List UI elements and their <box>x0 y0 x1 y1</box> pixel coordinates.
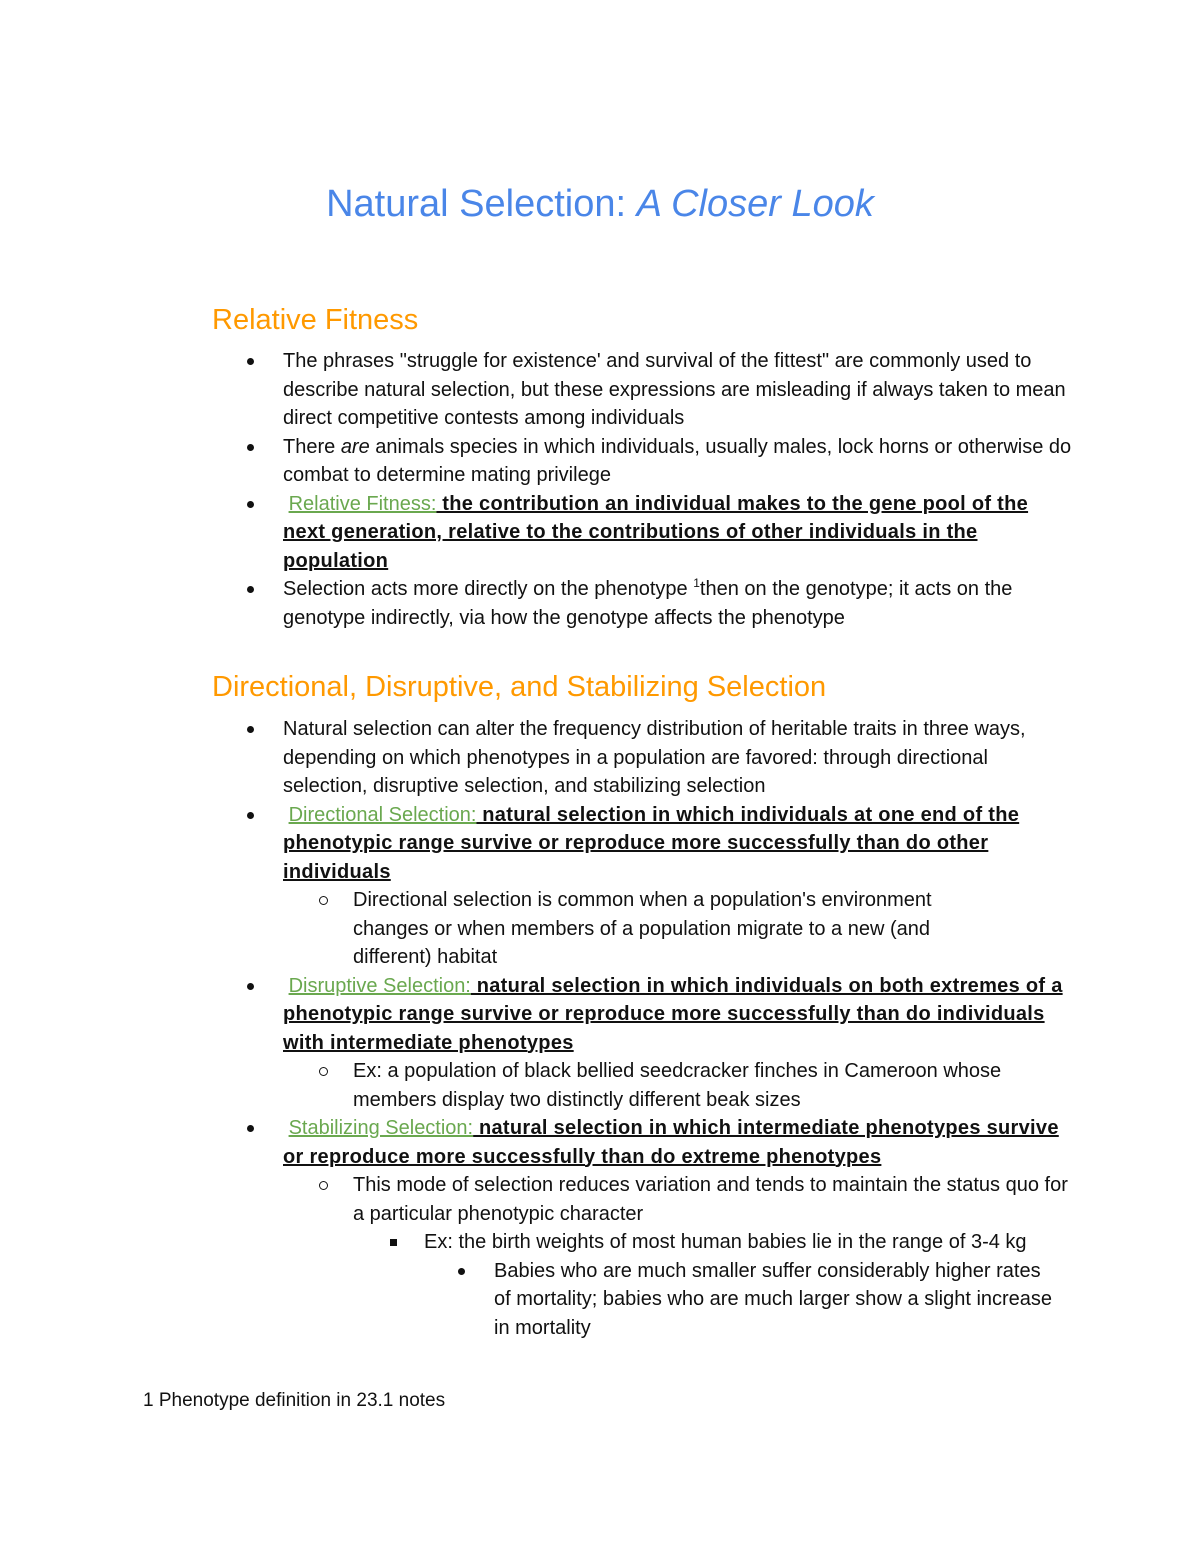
sub-list-item <box>353 1057 1073 1114</box>
list-item <box>283 575 1073 632</box>
list-item-definition <box>283 1114 1073 1171</box>
sub-sub-sub-bullet-text: Babies who are much smaller suffer considerably higher rates of mortality; babies who are much larger show a slight increase in mortality <box>494 1259 1053 1339</box>
list-item <box>283 347 1073 433</box>
bullet-emphasis: are <box>340 435 370 458</box>
bullet-text: The phrases "struggle for existence' and survival of the fittest" are commonly used to describe natural selection, but these expressions are misleading if always taken to mean direct competitive contests among individuals <box>283 350 1066 429</box>
sub-bullet-text: This mode of selection reduces variation and tends to maintain the status quo for a particular phenotypic character <box>353 1174 1068 1225</box>
list-item-definition <box>283 972 1073 1058</box>
term-relative-fitness: Relative Fitness: <box>288 492 437 515</box>
footnote-ref: 1 <box>693 576 700 590</box>
title-italic: A Closer Look <box>636 183 874 225</box>
page-title <box>0 180 1200 228</box>
sub-bullet-text: Directional selection is common when a population's environment changes or when members of a population migrate to a new (and different) habitat <box>353 889 932 968</box>
bullet-text-pre: There <box>283 435 341 458</box>
definition-directional-selection: natural selection in which individuals at one end of the phenotypic range survive or reproduce more successfully than do other individuals <box>283 803 1020 883</box>
term-stabilizing-selection: Stabilizing Selection: <box>288 1117 474 1139</box>
title-main: Natural Selection: <box>326 183 637 225</box>
list-item-definition <box>283 801 1073 887</box>
sub-list-item <box>353 1171 1073 1228</box>
bullet-text-post: animals species in which individuals, usually males, lock horns or otherwise do combat to determine mating privilege <box>283 435 1072 486</box>
list-item <box>283 433 1073 490</box>
term-directional-selection: Directional Selection: <box>288 803 477 826</box>
sub-sub-sub-list-item <box>494 1257 1054 1343</box>
definition-relative-fitness: the contribution an individual makes to the gene pool of the next generation, relative to the contributions of other individuals in the population <box>283 492 1029 572</box>
section-heading-selection-types: Directional, Disruptive, and Stabilizing Selection <box>212 671 827 703</box>
definition-disruptive-selection: natural selection in which individuals on both extremes of a phenotypic range survive or reproduce more successfully than do individuals with intermediate phenotypes <box>283 974 1063 1054</box>
footnote: 1 Phenotype definition in 23.1 notes <box>143 1390 446 1411</box>
list-item-definition <box>283 490 1073 576</box>
sub-list-item <box>353 886 993 972</box>
sub-bullet-text: Ex: a population of black bellied seedcracker finches in Cameroon whose members display two distinctly different beak sizes <box>353 1060 1002 1111</box>
list-item <box>283 715 1073 801</box>
definition-stabilizing-selection: natural selection in which intermediate phenotypes survive or reproduce more successfully than do extreme phenotypes <box>283 1117 1059 1168</box>
section-heading-relative-fitness: Relative Fitness <box>212 304 419 336</box>
term-disruptive-selection: Disruptive Selection: <box>288 974 471 997</box>
sub-sub-bullet-text: Ex: the birth weights of most human babies lie in the range of 3-4 kg <box>424 1231 1027 1253</box>
sub-sub-list-item <box>424 1228 1064 1257</box>
bullet-text-post: then on the genotype; it acts on the genotype indirectly, via how the genotype affects the phenotype <box>283 578 1013 629</box>
section-1-list <box>283 347 1073 632</box>
bullet-text-pre: Selection acts more directly on the phenotype <box>283 578 694 600</box>
bullet-text: Natural selection can alter the frequency distribution of heritable traits in three ways, depending on which phenotypes in a population are favored: through directional selection, disruptive selection, and stabilizing selection <box>283 718 1026 797</box>
section-2-list <box>283 715 1073 1342</box>
